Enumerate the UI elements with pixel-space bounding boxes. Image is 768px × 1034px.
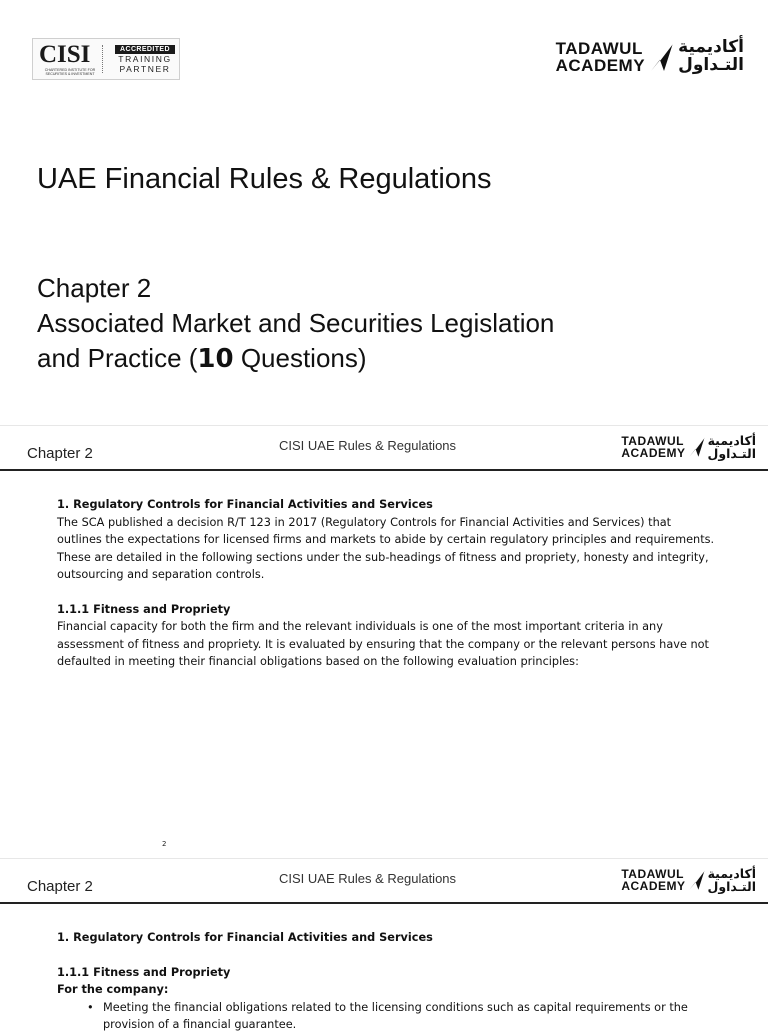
title-slide (0, 0, 768, 425)
chapter-subtitle-line1: Associated Market and Securities Legislation (37, 308, 555, 338)
subtitle-suffix: Questions) (233, 343, 367, 373)
for-company-label: For the company: (57, 983, 169, 996)
cisi-accredited-logo (32, 38, 180, 80)
header-chapter-label: Chapter 2 (27, 878, 93, 895)
tadawul-latin (621, 435, 685, 459)
tadawul-latin-line2: ACADEMY (621, 879, 686, 894)
bullet-list (87, 999, 717, 1034)
slide-header (0, 432, 768, 472)
subsection-paragraph: Financial capacity for both the firm and the relevant individuals is one of the most important criteria in any assessment of fitness and propriety. It is evaluated by ensuring that the company or the relevant persons have not defaulted in meeting their financial obligations based on the following evaluation principles: (57, 620, 709, 668)
slide-header (0, 865, 768, 905)
tadawul-arabic (678, 39, 744, 75)
accredited-badge (115, 45, 175, 76)
question-count: 10 (197, 344, 234, 374)
subsection-heading: 1.1.1 Fitness and Propriety (57, 602, 231, 616)
tadawul-latin (556, 40, 645, 74)
header-chapter-label: Chapter 2 (27, 445, 93, 462)
cisi-subtitle: CHARTERED INSTITUTE FOR SECURITIES & INVESTMENT (44, 68, 96, 76)
accredited-label: ACCREDITED (115, 45, 175, 54)
tadawul-academy-logo (621, 434, 756, 460)
header-course-title: CISI UAE Rules & Regulations (279, 871, 457, 886)
tadawul-latin-line1: TADAWUL (621, 434, 684, 449)
paper-plane-icon (688, 868, 706, 892)
section-paragraph: The SCA published a decision R/T 123 in 2017 (Regulatory Controls for Financial Activities and Services) that outlines the expectations for licensed firms and markets to abide by certain regulatory principles and requirements. These are detailed in the following sections under the sub-headings of fitness and propriety, honesty and integrity, outsourcing and separation controls. (57, 515, 715, 581)
header-divider (0, 902, 768, 904)
tadawul-latin-line1: TADAWUL (555, 38, 643, 58)
training-label: TRAINING (118, 54, 172, 64)
tadawul-arabic (708, 434, 756, 460)
page-title: UAE Financial Rules & Regulations (37, 163, 492, 195)
partner-label: PARTNER (119, 64, 171, 74)
list-item: • Meeting the financial obligations related to the licensing conditions such as capital requirements or the provision of a financial guarantee. (87, 999, 717, 1034)
subsection-heading: 1.1.1 Fitness and Propriety (57, 965, 231, 979)
subtitle-prefix: and Practice ( (37, 343, 198, 373)
tadawul-latin-line2: ACADEMY (621, 446, 686, 461)
tadawul-arabic-line2: التـداول (678, 54, 744, 75)
tadawul-latin (621, 868, 685, 892)
paper-plane-icon (649, 40, 675, 74)
header-course-title: CISI UAE Rules & Regulations (279, 438, 457, 453)
tadawul-arabic-line1: أكاديمية (707, 866, 756, 881)
tadawul-arabic-line2: التـداول (707, 446, 756, 462)
slide-body (57, 929, 717, 1034)
chapter-heading (37, 271, 554, 377)
tadawul-arabic-line2: التـداول (707, 879, 756, 895)
tadawul-arabic (708, 867, 756, 893)
tadawul-latin-line2: ACADEMY (555, 55, 646, 75)
slide-body (57, 496, 717, 671)
chapter-number: Chapter 2 (37, 273, 152, 303)
cisi-divider (102, 45, 111, 73)
tadawul-latin-line1: TADAWUL (621, 867, 684, 882)
section-heading: 1. Regulatory Controls for Financial Activities and Services (57, 498, 433, 511)
slide-separator (0, 858, 768, 859)
tadawul-arabic-line1: أكاديمية (678, 37, 744, 57)
chapter-subtitle-line2 (37, 341, 554, 377)
header-divider (0, 469, 768, 471)
cisi-wordmark: CISI (39, 41, 91, 68)
section-heading: 1. Regulatory Controls for Financial Activities and Services (57, 931, 433, 944)
tadawul-academy-logo (556, 39, 744, 75)
tadawul-academy-logo (621, 867, 756, 893)
paper-plane-icon (688, 435, 706, 459)
page-number: 2 (162, 840, 167, 848)
tadawul-arabic-line1: أكاديمية (707, 433, 756, 448)
